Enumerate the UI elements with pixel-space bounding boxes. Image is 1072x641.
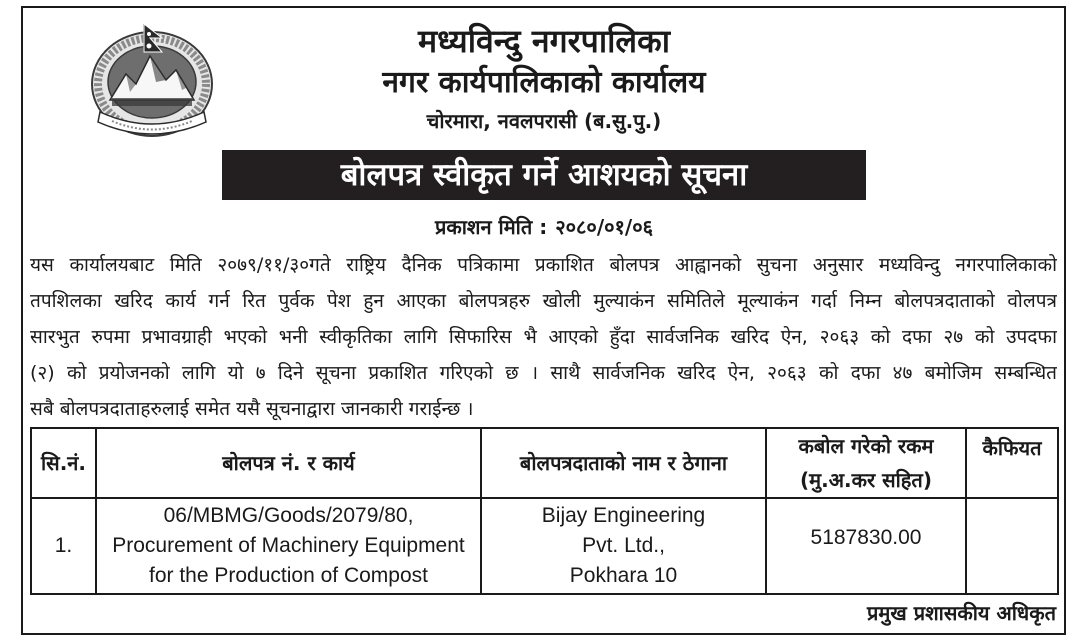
header-serial: सि.नं. bbox=[31, 428, 96, 498]
bidder-line: Pokhara 10 bbox=[569, 564, 678, 587]
signatory-title: प्रमुख प्रशासकीय अधिकृत bbox=[867, 601, 1056, 625]
cell-bidder bbox=[481, 498, 766, 594]
municipality-emblem-icon bbox=[86, 22, 218, 138]
cell-serial: 1. bbox=[31, 498, 96, 594]
publish-date-label: प्रकाशन मिति : bbox=[434, 215, 548, 239]
header-bid-no-work: बोलपत्र नं. र कार्य bbox=[96, 428, 481, 498]
table-header-row bbox=[31, 428, 1058, 498]
header-bidder-name-address: बोलपत्रदाताको नाम र ठेगाना bbox=[481, 428, 766, 498]
cell-bid-no-work bbox=[96, 498, 481, 594]
municipality-name: मध्यविन्दु नगरपालिका bbox=[417, 22, 670, 60]
work-line: for the Production of Compost bbox=[149, 564, 428, 587]
office-name: नगर कार्यपालिकाको कार्यालय bbox=[382, 65, 706, 100]
bid-table bbox=[30, 427, 1059, 595]
office-address: चोरमारा, नवलपरासी (ब.सु.पु.) bbox=[426, 109, 662, 133]
work-line: 06/MBMG/Goods/2079/80, bbox=[163, 504, 414, 527]
publish-date-value: २०८०/०१/०६ bbox=[555, 215, 654, 239]
publish-date bbox=[222, 212, 866, 242]
header-remarks: कैफियत bbox=[966, 428, 1058, 498]
body-line: सारभुत रुपमा प्रभावग्राही भएको भनी स्वीकृतिका लागि सिफारिस भै आएको हुँदा सार्वजनिक खरिद ऐन, २०६३ को दफा २७ को उपदफा bbox=[30, 326, 1057, 348]
work-line: Procurement of Machinery Equipment bbox=[112, 534, 465, 557]
body-line: सबै बोलपत्रदाताहरुलाई समेत यसै सूचनाद्वारा जानकारी गराईन्छ । bbox=[30, 398, 474, 420]
notice-title-banner: बोलपत्र स्वीकृत गर्ने आशयको सूचना bbox=[222, 150, 866, 200]
header-amount-line: (मु.अ.कर सहित) bbox=[800, 468, 932, 492]
header-amount bbox=[766, 428, 966, 498]
bidder-line: Bijay Engineering bbox=[541, 504, 706, 527]
body-line: (२) को प्रयोजनको लागि यो ७ दिने सूचना प्रकाशित गरिएको छ । साथै सार्वजनिक खरिद ऐन, २०६३ को दफा ४७ बमोजिम सम्बन्धित bbox=[30, 362, 1057, 384]
notice-body bbox=[30, 247, 1057, 427]
bidder-line: Pvt. Ltd., bbox=[582, 534, 665, 557]
body-line: यस कार्यालयबाट मिति २०७९/११/३०गते राष्ट्रिय दैनिक पत्रिकामा प्रकाशित बोलपत्र आह्वानको सुचना अनुसार मध्यविन्दु नगरपालिकाको bbox=[30, 254, 1057, 276]
cell-remarks bbox=[966, 498, 1058, 594]
cell-amount: 5187830.00 bbox=[766, 498, 966, 594]
table-row bbox=[31, 498, 1058, 594]
header-amount-line: कबोल गरेको रकम bbox=[798, 434, 934, 458]
body-line: तपशिलका खरिद कार्य गर्न रित पुर्वक पेश हुन आएका बोलपत्रहरु खोली मुल्याकंन समितिले मूल्याकंन गर्दा निम्न बोलपत्रदाताको वोलपत्र bbox=[30, 290, 1057, 312]
